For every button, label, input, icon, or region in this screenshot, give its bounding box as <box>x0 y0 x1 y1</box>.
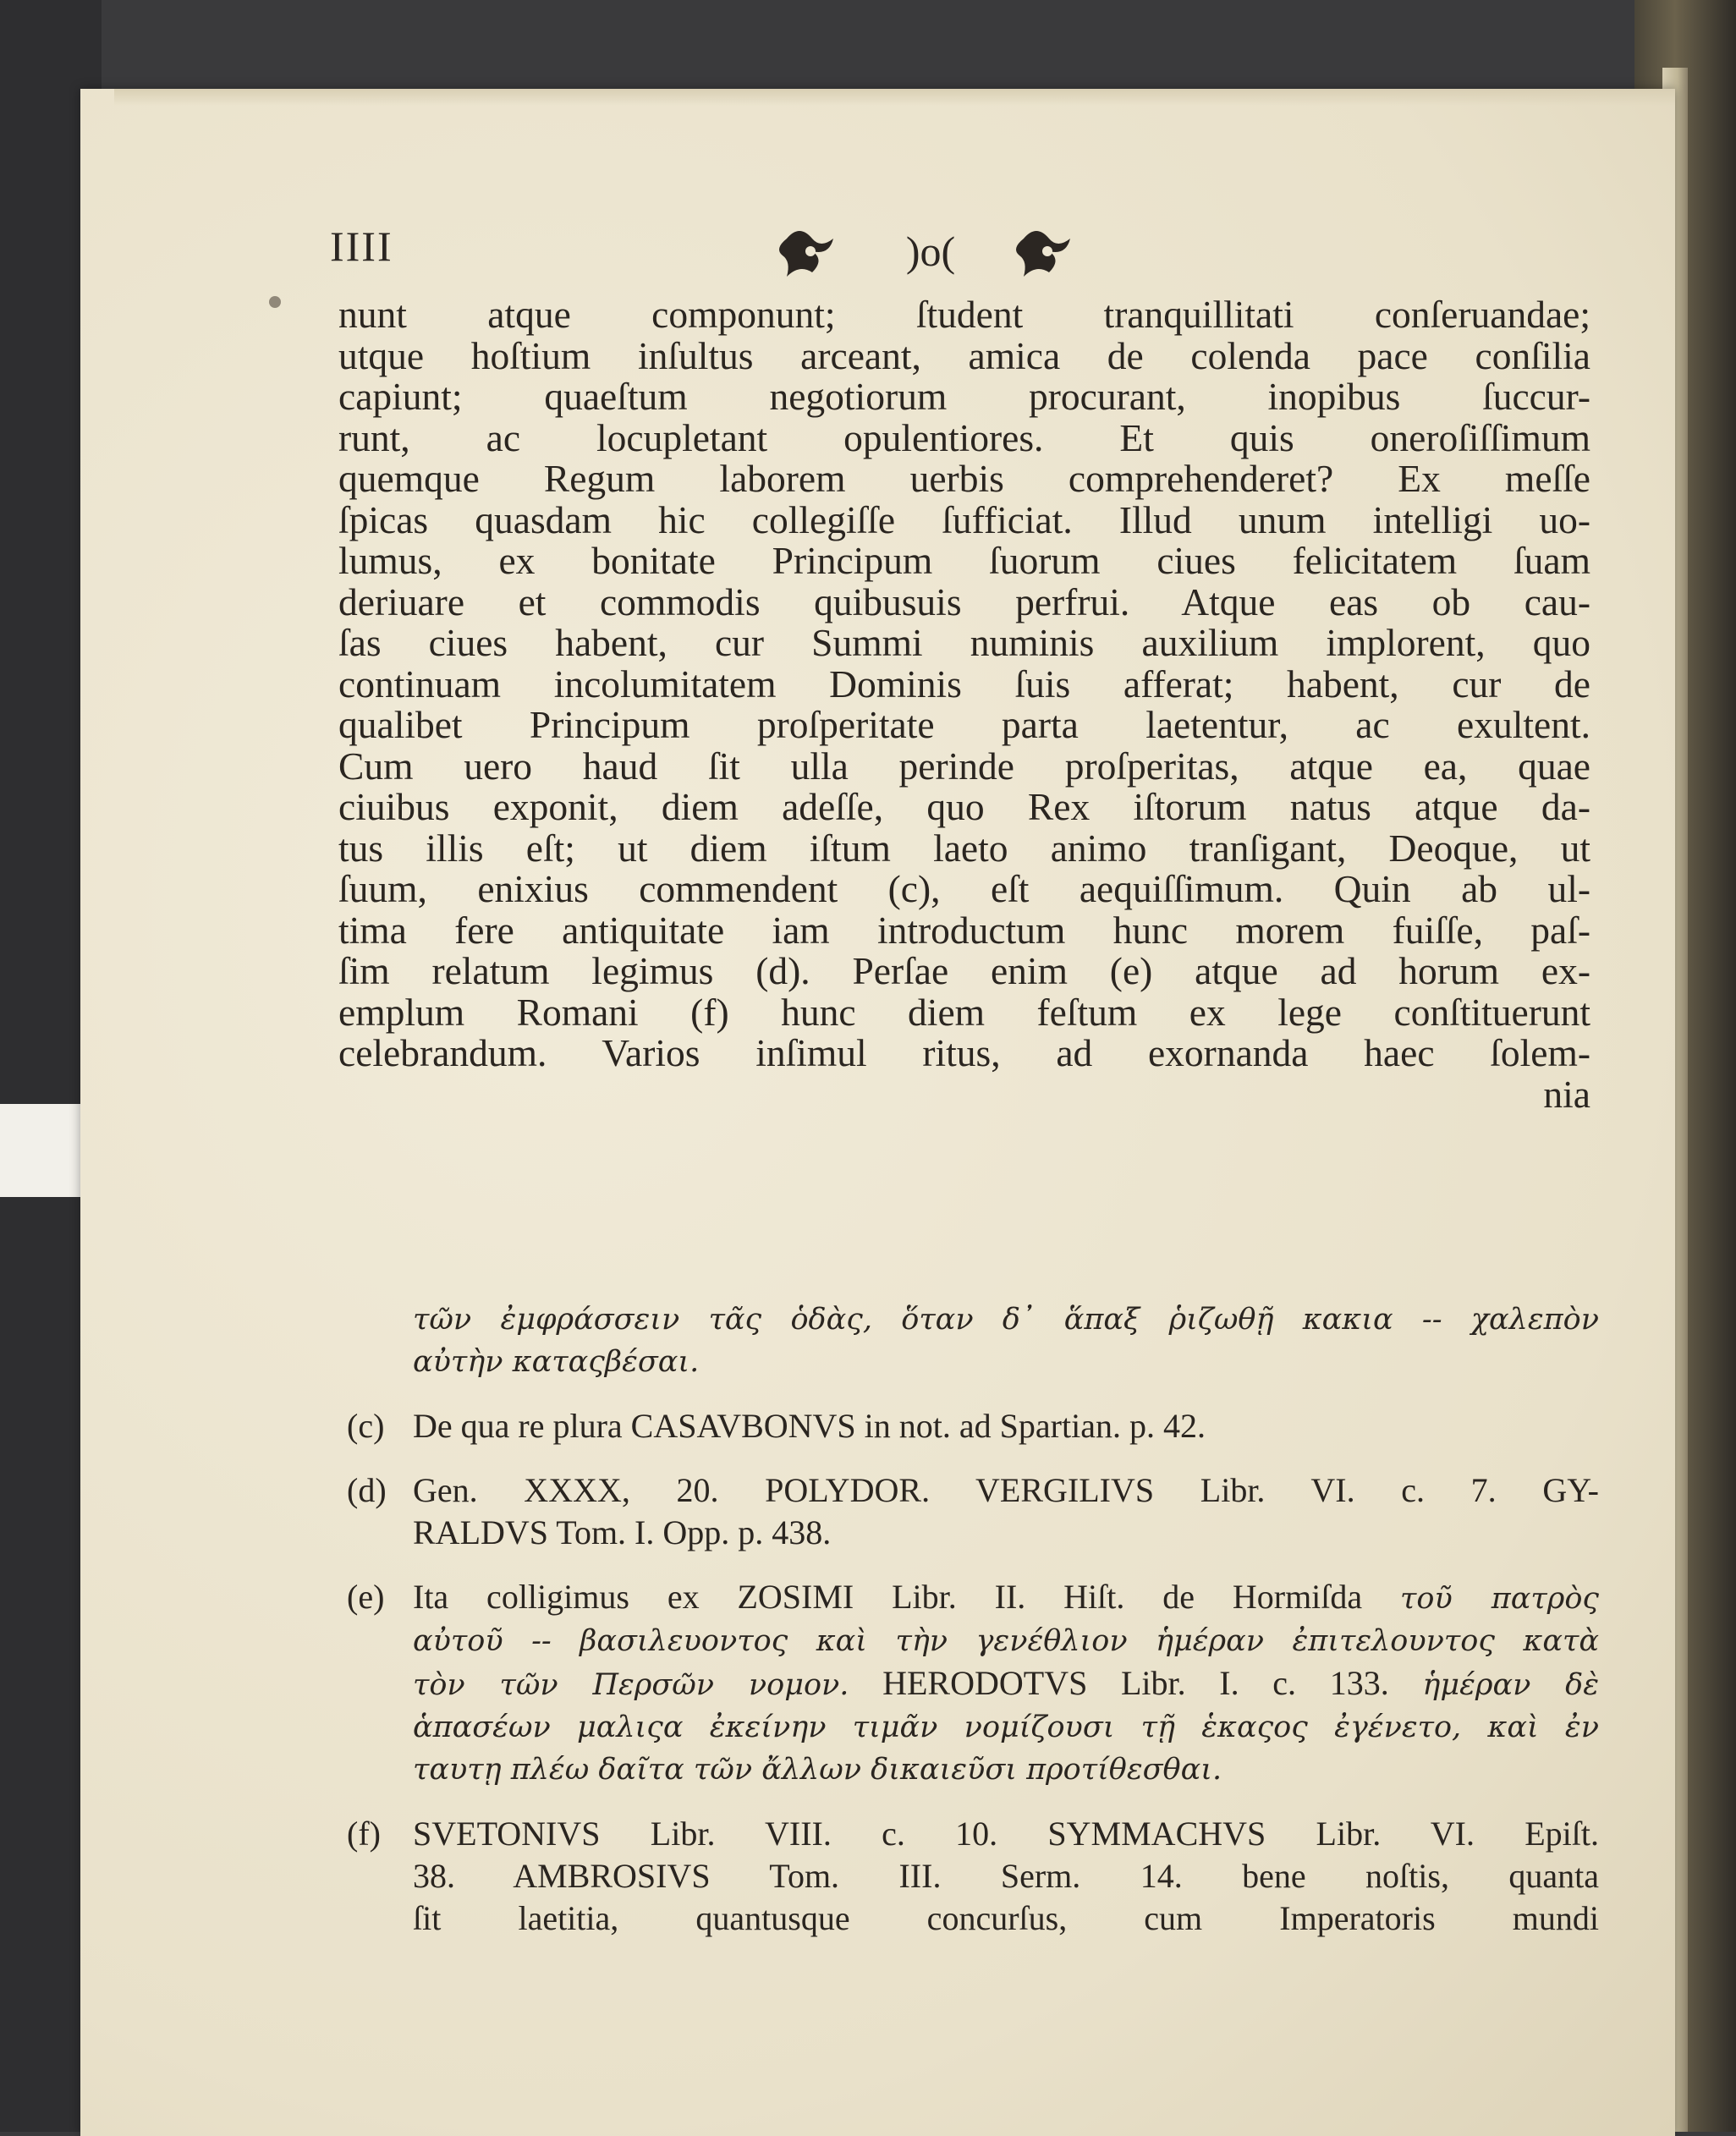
text-line: tima fere antiquitate iam introductum hunc morem fuiſſe, paſ- <box>338 908 1590 952</box>
text-line: quemque Regum laborem uerbis comprehenderet? Ex meſſe <box>338 457 1590 500</box>
ink-smudge <box>269 296 281 308</box>
footnote-greek-continuation <box>347 1299 1599 1383</box>
footnote-c <box>347 1405 1599 1447</box>
text-line: ſim relatum legimus (d). Perſae enim (e) atque ad horum ex- <box>338 949 1590 992</box>
footnote-text: Gen. XXXX, 20. POLYDOR. VERGILIVS Libr. VI. c. 7. GY- <box>413 1471 1599 1509</box>
page-header <box>330 222 1582 281</box>
footnote-label: (f) <box>347 1815 381 1853</box>
ornament-text: )o( <box>905 228 956 275</box>
footnote-e <box>347 1576 1599 1791</box>
text-line: ſas ciues habent, cur Summi numinis auxilium implorent, quo <box>338 621 1590 664</box>
text-line: emplum Romani (f) hunc diem feſtum ex lege conſtituerunt <box>338 990 1590 1034</box>
text-line: ciuibus exponit, diem adeſſe, quo Rex iſtorum natus atque da- <box>338 785 1590 828</box>
greek-line: αὐτοῦ -- βασιλευοντος καὶ τὴν γενέθλιον ἡμέραν ἐπιτελουντος κατὰ <box>413 1624 1599 1658</box>
footnote-text: 38. AMBROSIVS Tom. III. Serm. 14. bene noſtis, quanta <box>413 1857 1599 1895</box>
header-ornament-icon <box>770 222 1091 281</box>
footnote-label: (e) <box>347 1578 385 1616</box>
paper-strip <box>0 1104 93 1197</box>
text-line: ſuum, enixius commendent (c), eſt aequiſſimum. Quin ab ul- <box>338 867 1590 910</box>
footnote-label: (d) <box>347 1471 387 1509</box>
footnote-text: Ita colligimus ex ZOSIMI Libr. II. Hiſt. de Hormiſda <box>413 1578 1363 1616</box>
text-line: capiunt; quaeſtum negotiorum procurant, inopibus ſuccur- <box>338 375 1590 418</box>
footnote-f <box>347 1813 1599 1940</box>
text-line: continuam incolumitatem Dominis ſuis afferat; habent, cur de <box>338 662 1590 706</box>
greek-line: ταυτῃ πλέω δαῖτα τῶν ἄλλων δικαιεῦσι προτίθεσθαι. <box>413 1753 1222 1787</box>
main-text-block <box>338 294 1590 1115</box>
text-line: celebrandum. Varios inſimul ritus, ad exornanda haec ſolem- <box>338 1031 1590 1074</box>
text-line: tus illis eſt; ut diem iſtum laeto animo tranſigant, Deoque, ut <box>338 826 1590 870</box>
footnote-d <box>347 1469 1599 1554</box>
footnote-label: (c) <box>347 1407 385 1445</box>
text-line: Cum uero haud ſit ulla perinde proſperitas, atque ea, quae <box>338 744 1590 788</box>
page-top-edge <box>114 89 1675 106</box>
text-line: runt, ac locupletant opulentiores. Et quis oneroſiſſimum <box>338 415 1590 459</box>
page-number: IIII <box>330 222 393 270</box>
greek-text: τὸν τῶν Περσῶν νομον. <box>413 1668 849 1702</box>
text-line: qualibet Principum proſperitate parta laetentur, ac exultent. <box>338 703 1590 746</box>
footnote-text: SVETONIVS Libr. VIII. c. 10. SYMMACHVS Libr. VI. Epiſt. <box>413 1815 1599 1853</box>
greek-line: τῶν ἐμφράσσειν τᾶς ὁδὰς, ὅταν δ᾽ ἅπαξ ῥιζωθῇ κακια -- χαλεπὸν <box>413 1303 1599 1337</box>
footnote-text: HERODOTVS Libr. I. c. 133. <box>882 1664 1389 1702</box>
text-line: nunt atque componunt; ſtudent tranquillitati conſeruandae; <box>338 293 1590 336</box>
catchword: nia <box>1543 1072 1590 1116</box>
footnote-text: ſit laetitia, quantusque concurſus, cum Imperatoris mundi <box>413 1899 1599 1937</box>
footnote-text: De qua re plura CASAVBONVS in not. ad Spartian. p. 42. <box>413 1407 1206 1445</box>
text-line: ſpicas quasdam hic collegiſſe ſufficiat. Illud unum intelligi uo- <box>338 497 1590 541</box>
greek-text: ἡμέραν δὲ <box>1422 1668 1600 1702</box>
greek-text: τοῦ πατρὸς <box>1400 1582 1600 1616</box>
text-line: lumus, ex bonitate Principum ſuorum ciues felicitatem ſuam <box>338 539 1590 582</box>
footnote-text: RALDVS Tom. I. Opp. p. 438. <box>413 1513 832 1551</box>
greek-line: αὐτὴν καταςβέσαι. <box>413 1345 700 1379</box>
footnotes-block <box>347 1299 1599 1940</box>
text-line: deriuare et commodis quibusuis perfrui. Atque eas ob cau- <box>338 579 1590 623</box>
greek-line: ἁπασέων μαλιςα ἐκείνην τιμᾶν νομίζουσι τῇ ἑκαςος ἐγένετο, καὶ ἐν <box>413 1710 1599 1744</box>
fleuron-ornament-icon <box>770 222 1091 281</box>
text-line: utque hoſtium inſultus arceant, amica de colenda pace conſilia <box>338 333 1590 377</box>
